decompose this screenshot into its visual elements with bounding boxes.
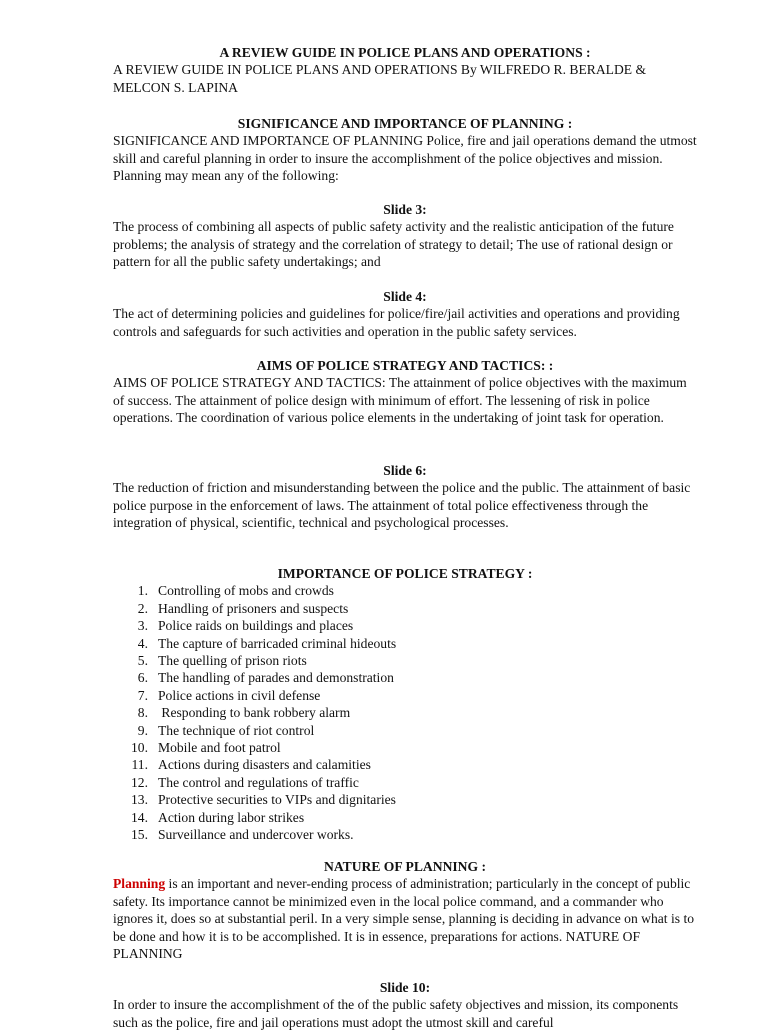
section-heading: Slide 6: xyxy=(383,463,427,478)
list-item-text: The capture of barricaded criminal hideouts xyxy=(158,635,397,651)
list-item xyxy=(113,600,697,617)
section-heading: Slide 4: xyxy=(383,289,427,304)
list-number: 14. xyxy=(131,809,148,825)
section-heading: IMPORTANCE OF POLICE STRATEGY : xyxy=(277,566,533,581)
list-number: 10. xyxy=(131,740,148,756)
list-item xyxy=(113,756,697,773)
list-item xyxy=(113,774,697,791)
list-number: 6. xyxy=(137,670,148,686)
list-number: 3. xyxy=(137,618,148,634)
list-number: 11. xyxy=(131,757,148,773)
list-item-text: The handling of parades and demonstration xyxy=(158,670,394,686)
list-item-text: Controlling of mobs and crowds xyxy=(158,583,334,599)
list-item-text: The quelling of prison riots xyxy=(158,653,307,669)
section-body xyxy=(113,875,697,962)
list-number: 13. xyxy=(131,792,148,808)
list-item xyxy=(113,826,697,843)
list-item xyxy=(113,791,697,808)
section-body-text: is an important and never-ending process of administration; particularly in the concept of public safety. Its importance cannot be minimized even in the local police command, and a commander who ignores it, does so at substantial peril. In a very simple sense, planning is deciding in advance on what is to be done and how it is to be accomplished. It is in essence, preparations for actions. NATURE OF PLANNING xyxy=(113,876,695,962)
list-number: 9. xyxy=(137,722,148,738)
section-review-guide xyxy=(113,44,697,96)
section-slide-4 xyxy=(113,288,697,340)
section-heading: NATURE OF PLANNING : xyxy=(324,859,486,874)
list-number: 1. xyxy=(137,583,148,599)
list-item-text: Surveillance and undercover works. xyxy=(158,827,354,843)
list-item xyxy=(113,809,697,826)
list-item-text: Handling of prisoners and suspects xyxy=(158,600,349,616)
list-item xyxy=(113,635,697,652)
section-significance xyxy=(113,115,697,185)
list-number: 15. xyxy=(131,827,148,843)
list-item-text: The control and regulations of traffic xyxy=(158,774,359,790)
section-body: A REVIEW GUIDE IN POLICE PLANS AND OPERATIONS By WILFREDO R. BERALDE & MELCON S. LAPINA xyxy=(113,62,647,95)
section-slide-10 xyxy=(113,979,697,1031)
section-nature-of-planning xyxy=(113,858,697,962)
list-item-text: Actions during disasters and calamities xyxy=(158,757,371,773)
list-item xyxy=(113,722,697,739)
list-number: 12. xyxy=(131,774,148,790)
section-heading: AIMS OF POLICE STRATEGY AND TACTICS: : xyxy=(256,358,554,373)
list-item-text: Police raids on buildings and places xyxy=(158,618,354,634)
list-item-text: Police actions in civil defense xyxy=(158,687,321,703)
list-item-text: The technique of riot control xyxy=(158,722,315,738)
section-heading: A REVIEW GUIDE IN POLICE PLANS AND OPERATIONS : xyxy=(219,45,591,60)
section-heading: SIGNIFICANCE AND IMPORTANCE OF PLANNING : xyxy=(237,116,573,131)
list-number: 5. xyxy=(137,653,148,669)
list-item xyxy=(113,652,697,669)
section-slide-6 xyxy=(113,462,697,532)
list-number: 4. xyxy=(137,635,148,651)
highlight-term: Planning xyxy=(113,876,166,892)
list-item-text: Protective securities to VIPs and dignitaries xyxy=(158,792,396,808)
section-heading: Slide 10: xyxy=(379,980,431,995)
list-item-text: Responding to bank robbery alarm xyxy=(158,705,351,721)
list-item-text: Action during labor strikes xyxy=(158,809,305,825)
list-item xyxy=(113,687,697,704)
section-importance-strategy xyxy=(113,565,697,844)
strategy-list xyxy=(113,582,697,843)
list-item xyxy=(113,739,697,756)
section-body: AIMS OF POLICE STRATEGY AND TACTICS: The attainment of police objectives with the maximum of success. The attainment of police design with minimum of effort. The lessening of risk in police operations. The coordination of various police elements in the undertaking of joint task for operation. xyxy=(113,375,687,426)
list-number: 2. xyxy=(137,600,148,616)
list-item xyxy=(113,617,697,634)
section-body: The act of determining policies and guidelines for police/fire/jail activities and operations and providing controls and safeguards for such activities and operation in the public safety services. xyxy=(113,306,680,339)
section-aims xyxy=(113,357,697,427)
list-item xyxy=(113,582,697,599)
section-body: The reduction of friction and misunderstanding between the police and the public. The attainment of basic police purpose in the enforcement of laws. The attainment of total police effectiveness through the integration of physical, scientific, technical and psychological processes. xyxy=(113,480,691,531)
list-item-text: Mobile and foot patrol xyxy=(158,740,281,756)
section-heading: Slide 3: xyxy=(383,202,427,217)
list-item xyxy=(113,669,697,686)
section-slide-3 xyxy=(113,201,697,271)
list-item xyxy=(113,704,697,721)
list-number: 7. xyxy=(137,687,148,703)
list-number: 8. xyxy=(137,705,148,721)
section-body: In order to insure the accomplishment of the of the public safety objectives and mission, its components such as the police, fire and jail operations must adopt the utmost skill and careful xyxy=(113,997,679,1030)
section-body: SIGNIFICANCE AND IMPORTANCE OF PLANNING Police, fire and jail operations demand the utmost skill and careful planning in order to insure the accomplishment of the police objectives and mission. Planning may mean any of the following: xyxy=(113,133,697,184)
section-body: The process of combining all aspects of public safety activity and the realistic anticipation of the future problems; the analysis of strategy and the correlation of strategy to detail; The use of rational design or pattern for all the public safety undertakings; and xyxy=(113,219,674,270)
